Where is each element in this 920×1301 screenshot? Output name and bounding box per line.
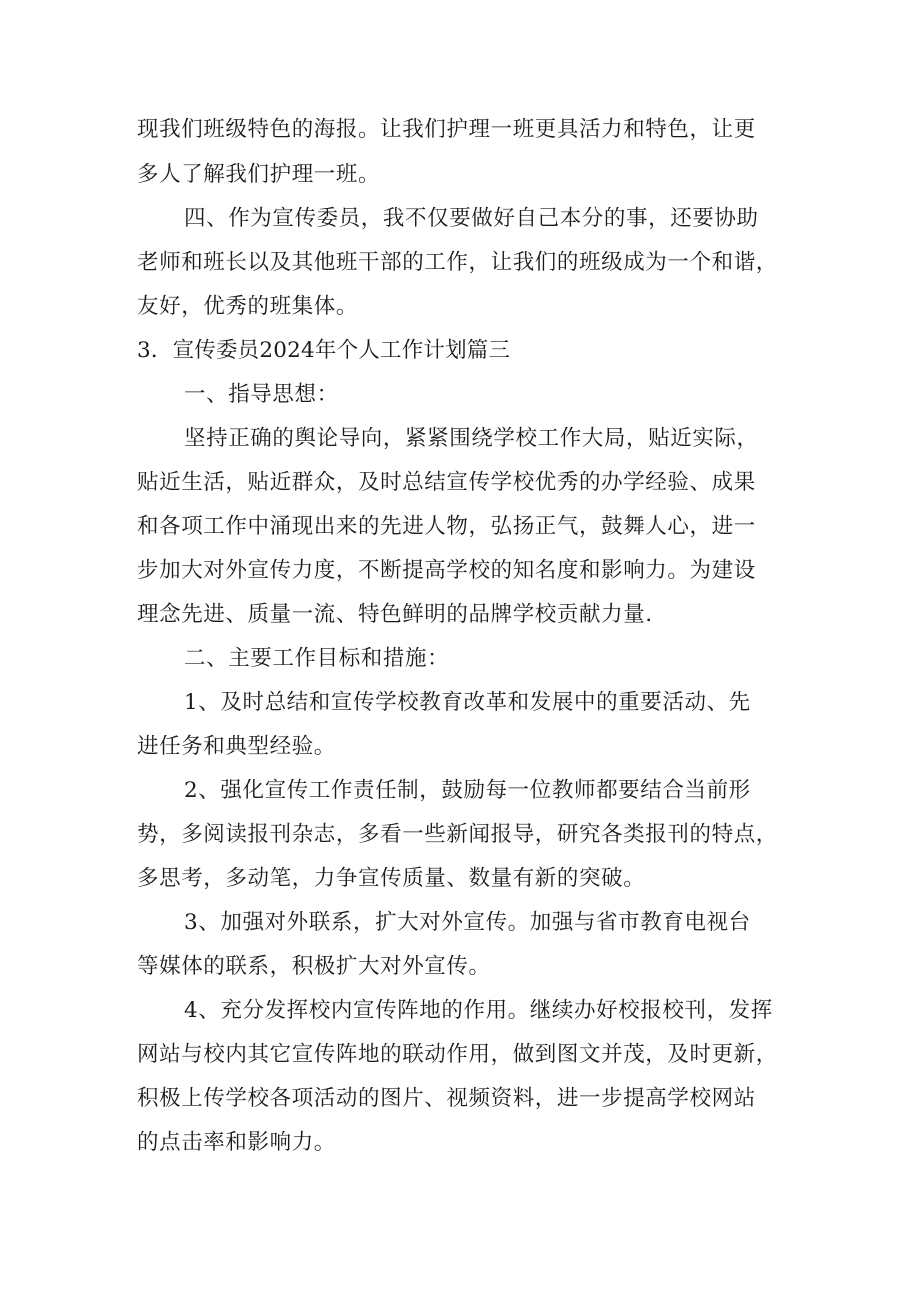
paragraph-line: 进任务和典型经验。 <box>137 734 336 759</box>
paragraph-line: 1、及时总结和宣传学校教育改革和发展中的重要活动、先 <box>184 690 751 715</box>
subheading: 一、指导思想： <box>184 382 339 407</box>
paragraph-line: 积极上传学校各项活动的图片、视频资料，进一步提高学校网站 <box>137 1086 756 1111</box>
paragraph-line: 3、加强对外联系，扩大对外宣传。加强与省市教育电视台 <box>184 910 751 935</box>
paragraph-line: 步加大对外宣传力度，不断提高学校的知名度和影响力。为建设 <box>137 558 756 583</box>
paragraph-line: 坚持正确的舆论导向，紧紧围绕学校工作大局，贴近实际， <box>184 426 759 451</box>
paragraph-line: 和各项工作中涌现出来的先进人物，弘扬正气，鼓舞人心，进一 <box>137 514 756 539</box>
paragraph-line: 现我们班级特色的海报。让我们护理一班更具活力和特色，让更 <box>137 117 756 142</box>
paragraph-line: 理念先进、质量一流、特色鲜明的品牌学校贡献力量. <box>137 602 653 627</box>
paragraph-line: 多思考，多动笔，力争宣传质量、数量有新的突破。 <box>137 866 646 891</box>
paragraph-line: 友好，优秀的班集体。 <box>137 294 359 319</box>
paragraph-line: 等媒体的联系，积极扩大对外宣传。 <box>137 954 491 979</box>
section-heading: 3．宣传委员2024年个人工作计划篇三 <box>137 338 511 363</box>
subheading: 二、主要工作目标和措施： <box>184 646 450 671</box>
paragraph-line: 网站与校内其它宣传阵地的联动作用，做到图文并茂，及时更新， <box>137 1042 778 1067</box>
paragraph-line: 势，多阅读报刊杂志，多看一些新闻报导，研究各类报刊的特点， <box>137 822 778 847</box>
paragraph-line: 2、强化宣传工作责任制，鼓励每一位教师都要结合当前形 <box>184 778 751 803</box>
paragraph-line: 多人了解我们护理一班。 <box>137 162 381 187</box>
paragraph-line: 的点击率和影响力。 <box>137 1130 336 1155</box>
paragraph-line: 四、作为宣传委员，我不仅要做好自己本分的事，还要协助 <box>184 206 759 231</box>
paragraph-line: 贴近生活，贴近群众，及时总结宣传学校优秀的办学经验、成果 <box>137 470 756 495</box>
paragraph-line: 老师和班长以及其他班干部的工作，让我们的班级成为一个和谐， <box>137 250 778 275</box>
paragraph-line: 4、充分发挥校内宣传阵地的作用。继续办好校报校刊，发挥 <box>184 998 773 1023</box>
